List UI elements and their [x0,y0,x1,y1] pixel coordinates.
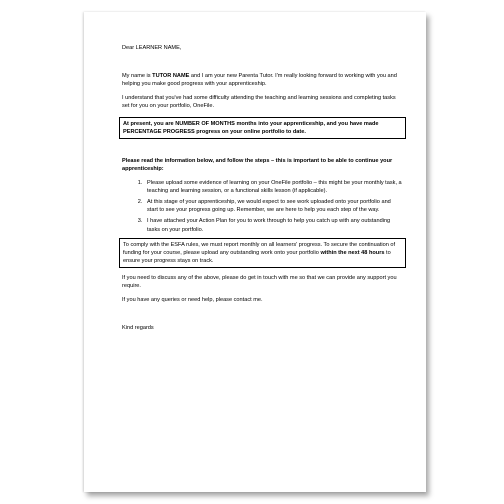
deadline-text: within the next 48 hours [320,249,385,256]
list-item: 1. Please upload some evidence of learning on your OneFile portfolio – this might be your monthly task, a teaching and learning session, or a functional skills lesson (if applicable). [144,179,402,195]
list-item: 3. I have attached your Action Plan for you to work through to help you catch up with any outstanding tasks on your portfolio. [144,217,402,233]
discuss-paragraph: If you need to discuss any of the above, please do get in touch with me so that we can provide any support you require. [122,274,397,290]
intro-paragraph [122,72,402,88]
esfa-box [119,238,406,268]
esfa-text-start: To comply with the ESFA rules, we must report monthly on all learners' progress. To secure the continuation of funding for your course, please upload any outstanding work onto your portfolio [123,241,396,256]
esfa-text-end: to ensure your progress stays on track. [123,249,391,264]
difficulty-paragraph: I understand that you've had some difficulty attending the teaching and learning sessions and completing tasks set for you on your portfolio, OneFile. [122,95,396,110]
letter-page [84,12,426,492]
intro-text-end: and I am your new Parenta Tutor. I'm really looking forward to working with you and helping you make good progress with your apprenticeship. [122,73,397,88]
salutation: Dear LEARNER NAME, [122,45,182,51]
progress-box: At present, you are NUMBER OF MONTHS months into your apprenticeship, and you have made PERCENTAGE PROGRESS progress on your online portfolio to date. [119,117,406,139]
queries-paragraph: If you have any queries or need help, please contact me. [122,297,263,304]
closing: Kind regards [122,325,154,332]
steps-list [122,179,402,234]
tutor-name: TUTOR NAME [152,73,190,80]
list-item: 2. At this stage of your apprenticeship, we would expect to see work uploaded onto your portfolio and start to see your progress going up. Remember, we are here to help you each step of the way. [144,198,402,214]
intro-text-start: My name is [122,73,153,80]
instructions-heading: Please read the information below, and follow the steps – this is important to be able to continue your apprenticeship: [122,157,393,172]
